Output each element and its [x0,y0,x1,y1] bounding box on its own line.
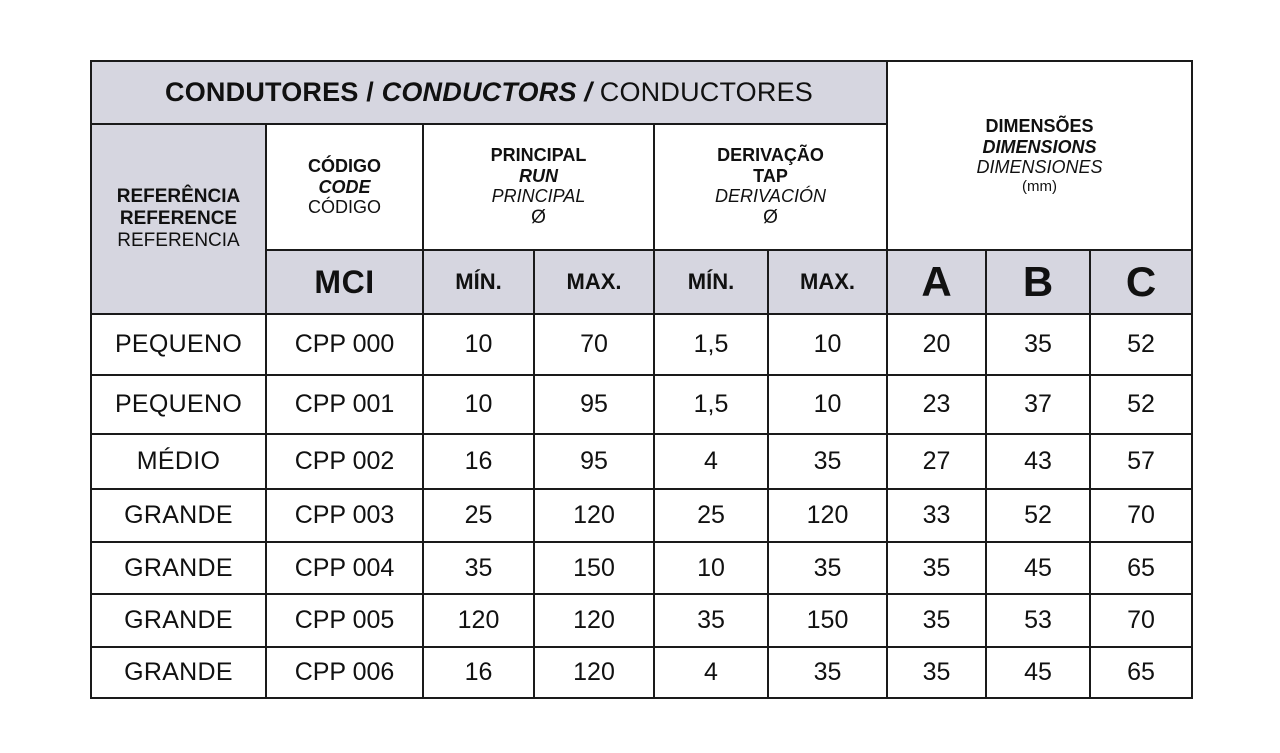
header-principal-es: PRINCIPAL [491,186,586,207]
subheader-tap-min: MÍN. [654,250,768,314]
cell-tap-max: 35 [768,647,887,698]
cell-referencia: GRANDE [91,489,266,542]
subheader-dim-c: C [1090,250,1192,314]
subheader-dim-b: B [986,250,1090,314]
cell-dim-c: 65 [1090,647,1192,698]
cell-codigo: CPP 005 [266,594,423,647]
cell-referencia: MÉDIO [91,434,266,489]
cell-referencia: PEQUENO [91,375,266,434]
conductor-spec-table [90,60,1193,699]
header-derivacao-es: DERIVACIÓN [714,186,827,207]
header-codigo-es: CÓDIGO [307,197,381,218]
cell-dim-c: 57 [1090,434,1192,489]
cell-dim-b: 53 [986,594,1090,647]
cell-dim-c: 52 [1090,375,1192,434]
cell-tap-min: 25 [654,489,768,542]
subheader-mci: MCI [266,250,423,314]
header-derivacao [654,124,887,250]
cell-run-min: 35 [423,542,534,594]
table-row [91,647,1192,698]
header-codigo-pt: CÓDIGO [307,155,381,176]
cell-dim-b: 43 [986,434,1090,489]
cell-run-max: 95 [534,375,654,434]
table-title [91,61,887,124]
title-en: CONDUCTORS / [381,76,600,107]
cell-run-max: 95 [534,434,654,489]
header-referencia-es: REFERENCIA [117,229,240,251]
cell-run-min: 10 [423,314,534,375]
cell-dim-c: 70 [1090,594,1192,647]
cell-codigo: CPP 002 [266,434,423,489]
cell-codigo: CPP 003 [266,489,423,542]
cell-run-min: 16 [423,647,534,698]
cell-codigo: CPP 000 [266,314,423,375]
cell-tap-max: 35 [768,434,887,489]
cell-tap-max: 10 [768,375,887,434]
subheader-run-max: MAX. [534,250,654,314]
cell-codigo: CPP 006 [266,647,423,698]
cell-dim-c: 70 [1090,489,1192,542]
cell-tap-min: 4 [654,647,768,698]
header-dimensoes-pt: DIMENSÕES [985,115,1094,136]
cell-dim-a: 27 [887,434,986,489]
table-row [91,489,1192,542]
cell-codigo: CPP 001 [266,375,423,434]
cell-run-min: 25 [423,489,534,542]
header-dimensoes-en: DIMENSIONS [982,136,1097,157]
header-principal-en: RUN [519,165,558,186]
cell-referencia: GRANDE [91,594,266,647]
diameter-icon: Ø [763,207,778,229]
cell-run-max: 150 [534,542,654,594]
subheader-dim-a: A [887,250,986,314]
subheader-tap-max: MAX. [768,250,887,314]
cell-tap-max: 10 [768,314,887,375]
cell-dim-a: 35 [887,542,986,594]
header-principal [423,124,654,250]
cell-referencia: GRANDE [91,647,266,698]
cell-dim-a: 20 [887,314,986,375]
header-derivacao-en: TAP [753,165,788,186]
cell-run-max: 120 [534,594,654,647]
cell-dim-c: 52 [1090,314,1192,375]
header-codigo-en: CODE [318,176,371,197]
cell-dim-b: 52 [986,489,1090,542]
cell-dim-a: 33 [887,489,986,542]
header-dimensoes-unit: (mm) [1022,177,1057,195]
cell-dim-a: 35 [887,594,986,647]
table-row [91,314,1192,375]
cell-referencia: PEQUENO [91,314,266,375]
title-es: CONDUCTORES [599,76,813,107]
table-row [91,434,1192,489]
header-derivacao-pt: DERIVAÇÃO [717,145,824,166]
cell-tap-max: 150 [768,594,887,647]
header-codigo [266,124,423,250]
cell-codigo: CPP 004 [266,542,423,594]
cell-tap-min: 4 [654,434,768,489]
cell-dim-a: 23 [887,375,986,434]
cell-run-max: 120 [534,647,654,698]
cell-tap-min: 35 [654,594,768,647]
table-row [91,542,1192,594]
header-dimensoes-es: DIMENSIONES [976,157,1103,178]
cell-dim-c: 65 [1090,542,1192,594]
header-referencia-en: REFERENCE [119,208,238,230]
cell-tap-min: 1,5 [654,375,768,434]
header-referencia-pt: REFERÊNCIA [116,186,241,208]
cell-tap-max: 120 [768,489,887,542]
cell-dim-a: 35 [887,647,986,698]
cell-dim-b: 35 [986,314,1090,375]
cell-run-min: 120 [423,594,534,647]
cell-dim-b: 45 [986,647,1090,698]
title-pt: CONDUTORES / [165,76,382,107]
header-principal-pt: PRINCIPAL [490,145,587,166]
cell-run-min: 16 [423,434,534,489]
cell-run-min: 10 [423,375,534,434]
cell-tap-max: 35 [768,542,887,594]
table-row [91,594,1192,647]
cell-run-max: 70 [534,314,654,375]
cell-tap-min: 1,5 [654,314,768,375]
cell-dim-b: 37 [986,375,1090,434]
cell-referencia: GRANDE [91,542,266,594]
table-body [91,314,1192,698]
cell-run-max: 120 [534,489,654,542]
cell-dim-b: 45 [986,542,1090,594]
table-row [91,375,1192,434]
header-dimensoes [887,61,1192,250]
header-referencia [91,124,266,314]
diameter-icon: Ø [531,207,546,229]
cell-tap-min: 10 [654,542,768,594]
subheader-run-min: MÍN. [423,250,534,314]
